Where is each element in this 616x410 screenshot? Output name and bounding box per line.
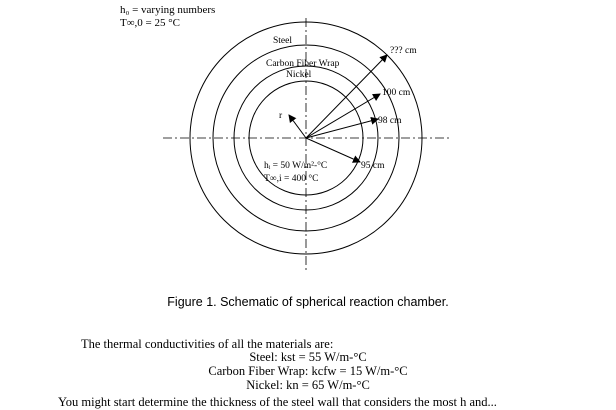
arrow-radius-98 xyxy=(306,119,378,138)
label-radius-100: 100 cm xyxy=(382,88,411,98)
label-nickel: Nickel xyxy=(286,70,312,80)
label-r: r xyxy=(279,111,283,121)
conductivity-intro: The thermal conductivities of all the materials are: xyxy=(81,337,334,351)
label-unknown-radius: ??? cm xyxy=(390,46,417,56)
label-inner-convection: hᵢ = 50 W/m²-°C xyxy=(264,161,328,171)
figure-caption: Figure 1. Schematic of spherical reaction chamber. xyxy=(167,295,449,309)
label-inner-temperature: T∞,i = 400 °C xyxy=(264,174,319,184)
label-radius-98: 98 cm xyxy=(378,116,402,126)
cutoff-text-line: You might start determine the thickness of the steel wall that considers the most h and... xyxy=(58,395,497,409)
outer-ambient-temperature: T∞,0 = 25 °C xyxy=(120,17,181,29)
nickel-conductivity: Nickel: kn = 65 W/m-°C xyxy=(246,378,370,392)
label-radius-95: 95 cm xyxy=(361,161,385,171)
arrow-r xyxy=(289,115,306,138)
steel-conductivity: Steel: kst = 55 W/m-°C xyxy=(249,350,367,364)
label-steel: Steel xyxy=(273,36,292,46)
arrow-radius-95 xyxy=(306,138,360,162)
carbon-fiber-conductivity: Carbon Fiber Wrap: kcfw = 15 W/m-°C xyxy=(208,364,408,378)
outer-convection-coefficient: h₀ = varying numbers xyxy=(120,4,216,16)
label-carbon-fiber-wrap: Carbon Fiber Wrap xyxy=(266,59,340,69)
